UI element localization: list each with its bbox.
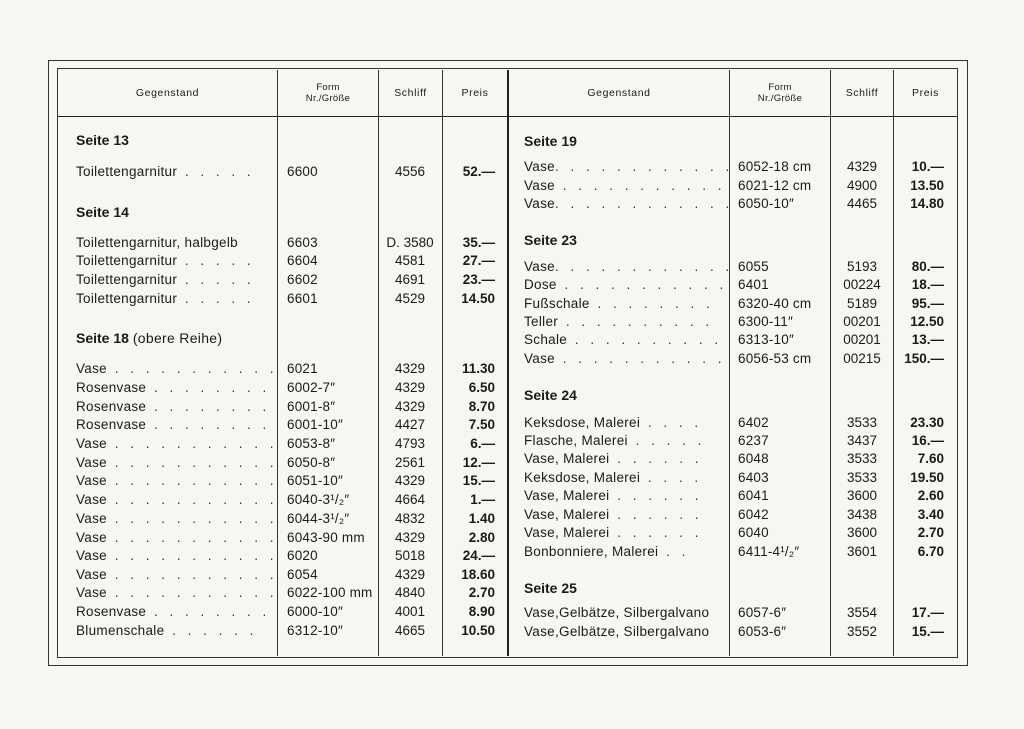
price: 18.60 <box>461 567 495 582</box>
item-name-cell <box>76 234 238 252</box>
item-name-cell <box>524 276 727 294</box>
section-label: Seite 13 <box>76 132 129 148</box>
item-name-cell <box>524 432 705 450</box>
schliff-number: 3600 <box>846 488 878 503</box>
price: 14.50 <box>461 291 495 306</box>
item-name: Keksdose, Malerei <box>524 415 641 430</box>
price: 23.30 <box>910 415 944 430</box>
schliff-number: 4329 <box>394 361 426 376</box>
form-number: 6411-4¹/₂″ <box>738 544 800 559</box>
section-heading <box>524 231 577 249</box>
leader-dots: . . . . . . . . . . . <box>554 178 726 193</box>
item-name-cell <box>524 414 702 432</box>
schliff-number: 4840 <box>394 585 426 600</box>
leader-dots: . . . . . . . . <box>589 296 714 311</box>
leader-dots: . . . . . . . . . . . <box>554 351 726 366</box>
item-name: Flasche, Malerei <box>524 433 628 448</box>
leader-dots: . . . . . . <box>609 488 703 503</box>
form-number: 6052-18 cm <box>738 159 812 174</box>
form-number: 6021-12 cm <box>738 178 812 193</box>
item-name: Vase <box>524 351 555 366</box>
schliff-number: 4793 <box>394 436 426 451</box>
price: 6.— <box>470 436 495 451</box>
schliff-number: 4832 <box>394 511 426 526</box>
schliff-number: 4001 <box>394 604 426 619</box>
leader-dots: . . . . . . <box>609 451 703 466</box>
leader-dots: . . . . . . . . . . . <box>106 361 278 376</box>
price: 52.— <box>462 164 495 179</box>
schliff-number: 5193 <box>846 259 878 274</box>
price: 11.30 <box>461 361 495 376</box>
form-number: 6022-100 mm <box>287 585 373 600</box>
schliff-number: 4329 <box>394 380 426 395</box>
schliff-number: 4329 <box>394 473 426 488</box>
form-number: 6056-53 cm <box>738 351 812 366</box>
schliff-number: 4581 <box>394 253 426 268</box>
form-number: 6237 <box>738 433 769 448</box>
leader-dots: . . . . . . . . . . . <box>106 585 278 600</box>
item-name: Vase, Malerei <box>524 525 610 540</box>
price: 8.90 <box>468 604 495 619</box>
price: 12.50 <box>910 314 944 329</box>
item-name: Rosenvase <box>76 380 147 395</box>
item-name-cell <box>76 472 278 490</box>
form-number: 6000-10″ <box>287 604 343 619</box>
leader-dots: . . . . . . . . <box>146 417 271 432</box>
price: 10.50 <box>461 623 495 638</box>
form-number: 6043-90 mm <box>287 530 365 545</box>
schliff-number: 00215 <box>843 351 881 366</box>
price: 17.— <box>911 605 944 620</box>
schliff-number: 00201 <box>843 332 881 347</box>
item-name: Vase <box>76 530 107 545</box>
schliff-number: 4900 <box>846 178 878 193</box>
leader-dots: . . . . . . . . . . . <box>556 277 728 292</box>
item-name: Vase <box>76 548 107 563</box>
item-name: Vase <box>76 361 107 376</box>
item-name-cell <box>76 566 278 584</box>
header-gegenstand: Gegenstand <box>135 86 200 99</box>
item-name-cell <box>76 435 278 453</box>
item-name: Vase,Gelbätze, Silbergalvano <box>524 605 710 620</box>
item-name-cell <box>76 360 278 378</box>
item-name: Vase <box>524 196 555 211</box>
item-name-cell <box>76 252 255 270</box>
item-name-cell <box>524 623 709 641</box>
header-form: Form Nr./Größe <box>305 82 351 104</box>
form-number: 6002-7″ <box>287 380 336 395</box>
section-label: Seite 19 <box>524 133 577 149</box>
form-number: 6042 <box>738 507 769 522</box>
leader-dots: . . . . . . . . . . . <box>106 530 278 545</box>
item-name-cell <box>76 379 270 397</box>
form-number: 6048 <box>738 451 769 466</box>
form-number: 6320-40 cm <box>738 296 812 311</box>
section-label: Seite 23 <box>524 232 577 248</box>
price: 2.80 <box>468 530 495 545</box>
leader-dots: . . <box>658 544 690 559</box>
leader-dots: . . . . . <box>177 164 255 179</box>
item-name-cell <box>524 524 702 542</box>
form-number: 6603 <box>287 235 318 250</box>
schliff-number: 4665 <box>394 623 426 638</box>
item-name: Vase <box>76 473 107 488</box>
form-number: 6051-10″ <box>287 473 343 488</box>
item-name-cell <box>524 487 702 505</box>
leader-dots: . . . . <box>640 470 703 485</box>
item-name: Vase <box>524 259 555 274</box>
item-name: Blumenschale <box>76 623 165 638</box>
item-name-cell <box>524 543 689 561</box>
form-number: 6041 <box>738 488 769 503</box>
leader-dots: . . . . . <box>177 272 255 287</box>
price: 80.— <box>911 259 944 274</box>
item-name-cell <box>524 469 702 487</box>
section-label: Seite 14 <box>76 204 129 220</box>
leader-dots: . . . . . . . . . . . <box>106 473 278 488</box>
leader-dots: . . . . . . . . . . <box>558 314 714 329</box>
item-name: Schale <box>524 332 568 347</box>
leader-dots: . . . . . . . . . . . <box>106 436 278 451</box>
item-name: Vase <box>76 511 107 526</box>
form-number: 6020 <box>287 548 318 563</box>
leader-dots: . . . . . . . . . . <box>567 332 723 347</box>
form-number: 6053-6″ <box>738 624 787 639</box>
item-name-cell <box>76 416 270 434</box>
price: 23.— <box>462 272 495 287</box>
form-number: 6050-10″ <box>738 196 794 211</box>
form-number: 6300-11″ <box>738 314 793 329</box>
form-number: 6001-8″ <box>287 399 336 414</box>
schliff-number: 3600 <box>846 525 878 540</box>
item-name-cell <box>524 350 726 368</box>
price: 13.50 <box>910 178 944 193</box>
leader-dots: . . . . . . <box>164 623 258 638</box>
schliff-number: 4556 <box>394 164 426 179</box>
leader-dots: . . . . . <box>177 253 255 268</box>
item-name-cell <box>76 454 278 472</box>
item-name-cell <box>76 510 278 528</box>
item-name-cell <box>524 258 733 276</box>
leader-dots: . . . . . . . . . . . . <box>554 196 734 211</box>
schliff-number: 3601 <box>846 544 878 559</box>
schliff-number: 4691 <box>394 272 426 287</box>
price: 7.50 <box>468 417 495 432</box>
schliff-number: 5189 <box>846 296 878 311</box>
item-name-cell <box>524 195 733 213</box>
item-name-cell <box>76 584 278 602</box>
header-gegenstand: Gegenstand <box>587 86 651 99</box>
item-name: Rosenvase <box>76 417 147 432</box>
form-number: 6401 <box>738 277 769 292</box>
form-number: 6040 <box>738 525 769 540</box>
leader-dots: . . . . . . . . . . . <box>106 492 278 507</box>
item-name-cell <box>76 622 257 640</box>
schliff-number: 4529 <box>394 291 426 306</box>
leader-dots: . . . . . . . . . . . <box>106 548 278 563</box>
leader-dots: . . . . . . . . . . . . <box>554 159 734 174</box>
section-label: Seite 25 <box>524 580 577 596</box>
item-name-cell <box>76 271 255 289</box>
section-heading <box>76 131 129 149</box>
price: 15.— <box>462 473 495 488</box>
item-name: Toilettengarnitur <box>76 272 178 287</box>
price: 6.70 <box>917 544 944 559</box>
schliff-number: 4465 <box>846 196 878 211</box>
item-name-cell <box>524 313 713 331</box>
form-number: 6402 <box>738 415 769 430</box>
price: 24.— <box>462 548 495 563</box>
price: 16.— <box>911 433 944 448</box>
form-number: 6600 <box>287 164 318 179</box>
item-name: Vase, Malerei <box>524 451 610 466</box>
form-number: 6313-10″ <box>738 332 794 347</box>
form-number: 6021 <box>287 361 318 376</box>
form-number: 6604 <box>287 253 318 268</box>
price: 2.70 <box>917 525 944 540</box>
price: 14.80 <box>910 196 944 211</box>
price: 19.50 <box>910 470 944 485</box>
item-name-cell <box>524 604 709 622</box>
form-number: 6601 <box>287 291 318 306</box>
schliff-number: 4329 <box>846 159 878 174</box>
price: 95.— <box>911 296 944 311</box>
item-name: Toilettengarnitur <box>76 164 178 179</box>
header-schliff: Schliff <box>845 86 879 99</box>
section-heading <box>524 132 577 150</box>
price: 8.70 <box>468 399 495 414</box>
leader-dots: . . . . . . . . <box>146 604 271 619</box>
form-number: 6054 <box>287 567 318 582</box>
item-name: Vase <box>76 585 107 600</box>
schliff-number: D. 3580 <box>386 235 434 250</box>
price: 3.40 <box>917 507 944 522</box>
form-number: 6040-3¹/₂″ <box>287 492 350 507</box>
form-number: 6055 <box>738 259 769 274</box>
item-name: Vase <box>76 492 107 507</box>
schliff-number: 3533 <box>846 451 878 466</box>
leader-dots: . . . . . . . . <box>146 380 271 395</box>
item-name: Vase <box>76 567 107 582</box>
item-name: Fußschale <box>524 296 590 311</box>
leader-dots: . . . . . . <box>609 525 703 540</box>
schliff-number: 3554 <box>846 605 878 620</box>
leader-dots: . . . . . <box>627 433 706 448</box>
form-number: 6044-3¹/₂″ <box>287 511 350 526</box>
schliff-number: 3437 <box>846 433 878 448</box>
leader-dots: . . . . . . . . <box>146 399 271 414</box>
item-name-cell <box>76 529 278 547</box>
form-number: 6602 <box>287 272 318 287</box>
schliff-number: 3533 <box>846 470 878 485</box>
item-name: Teller <box>524 314 559 329</box>
leader-dots: . . . . . . . . . . . . <box>554 259 734 274</box>
item-name: Vase <box>524 178 555 193</box>
schliff-number: 4329 <box>394 399 426 414</box>
item-name-cell <box>524 158 733 176</box>
item-name: Toilettengarnitur <box>76 291 178 306</box>
item-name-cell <box>76 290 255 308</box>
schliff-number: 2561 <box>394 455 426 470</box>
leader-dots: . . . . . <box>177 291 255 306</box>
section-heading <box>524 579 577 597</box>
item-name-cell <box>76 163 255 181</box>
item-name-cell <box>76 603 270 621</box>
item-name-cell <box>524 506 702 524</box>
item-name: Toilettengarnitur <box>76 253 178 268</box>
item-name-cell <box>524 450 702 468</box>
price: 12.— <box>462 455 495 470</box>
form-number: 6057-6″ <box>738 605 787 620</box>
schliff-number: 00201 <box>843 314 881 329</box>
section-sublabel: (obere Reihe) <box>132 330 223 346</box>
item-name: Rosenvase <box>76 604 147 619</box>
schliff-number: 4329 <box>394 530 426 545</box>
form-number: 6053-8″ <box>287 436 336 451</box>
leader-dots: . . . . . . . . . . . <box>106 567 278 582</box>
item-name-cell <box>524 295 714 313</box>
section-heading <box>524 386 577 404</box>
price: 150.— <box>904 351 944 366</box>
price: 2.70 <box>468 585 495 600</box>
schliff-number: 4427 <box>394 417 426 432</box>
section-heading <box>76 329 222 347</box>
leader-dots: . . . . . . <box>609 507 703 522</box>
form-number: 6001-10″ <box>287 417 343 432</box>
item-name-cell <box>76 547 278 565</box>
schliff-number: 4664 <box>394 492 426 507</box>
section-label: Seite 18 <box>76 330 129 346</box>
header-preis: Preis <box>912 86 939 99</box>
center-divider <box>507 70 509 656</box>
item-name: Vase, Malerei <box>524 507 610 522</box>
form-number: 6050-8″ <box>287 455 336 470</box>
price: 27.— <box>462 253 495 268</box>
header-preis: Preis <box>461 86 489 99</box>
price: 18.— <box>911 277 944 292</box>
header-form: Form Nr./Größe <box>757 82 803 104</box>
form-number: 6403 <box>738 470 769 485</box>
schliff-number: 3438 <box>846 507 878 522</box>
schliff-number: 00224 <box>843 277 881 292</box>
item-name-cell <box>76 398 270 416</box>
price: 13.— <box>911 332 944 347</box>
item-name: Vase,Gelbätze, Silbergalvano <box>524 624 710 639</box>
leader-dots: . . . . . . . . . . . <box>106 511 278 526</box>
section-label: Seite 24 <box>524 387 577 403</box>
leader-dots: . . . . . . . . . . . <box>106 455 278 470</box>
price: 15.— <box>911 624 944 639</box>
leader-dots: . . . . <box>640 415 703 430</box>
item-name: Bonbonniere, Malerei <box>524 544 659 559</box>
item-name: Vase, Malerei <box>524 488 610 503</box>
item-name: Rosenvase <box>76 399 147 414</box>
item-name: Vase <box>76 436 107 451</box>
schliff-number: 3533 <box>846 415 878 430</box>
section-heading <box>76 203 129 221</box>
price: 1.40 <box>468 511 495 526</box>
item-name: Vase <box>76 455 107 470</box>
header-schliff: Schliff <box>394 86 427 99</box>
item-name: Keksdose, Malerei <box>524 470 641 485</box>
item-name: Toilettengarnitur, halbgelb <box>76 235 238 250</box>
header-rule <box>58 116 957 117</box>
price: 7.60 <box>917 451 944 466</box>
schliff-number: 3552 <box>846 624 878 639</box>
item-name-cell <box>524 331 722 349</box>
item-name: Vase <box>524 159 555 174</box>
schliff-number: 5018 <box>394 548 426 563</box>
price: 2.60 <box>917 488 944 503</box>
form-number: 6312-10″ <box>287 623 343 638</box>
price: 35.— <box>462 235 495 250</box>
item-name-cell <box>524 177 726 195</box>
price: 6.50 <box>468 380 495 395</box>
schliff-number: 4329 <box>394 567 426 582</box>
price: 10.— <box>911 159 944 174</box>
item-name: Dose <box>524 277 557 292</box>
item-name-cell <box>76 491 278 509</box>
price: 1.— <box>470 492 495 507</box>
